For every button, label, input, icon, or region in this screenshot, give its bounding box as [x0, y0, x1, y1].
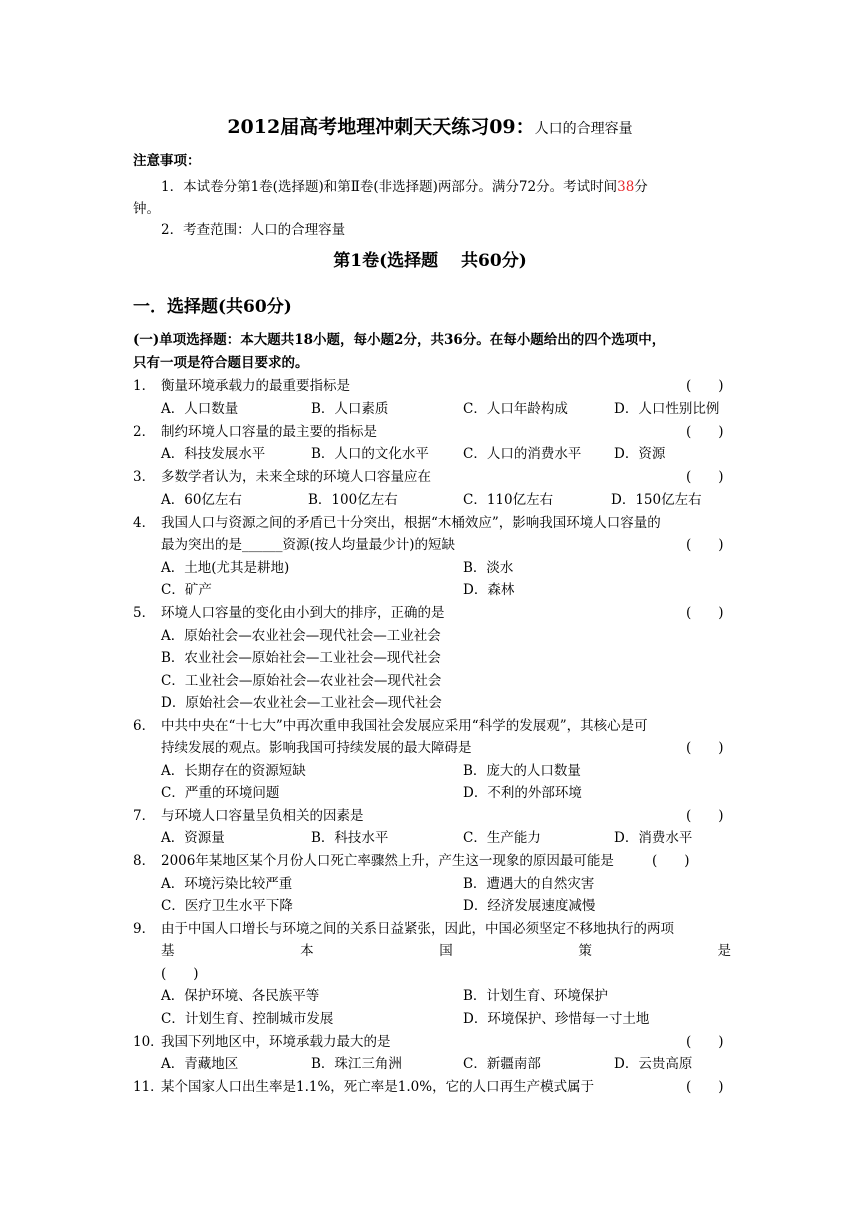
q7-answer-slot: ( ): [686, 808, 724, 824]
notice-item-2: 2．考查范围：人口的合理容量: [161, 222, 346, 238]
q5-option-c: C．工业社会—原始社会—农业社会—现代社会: [161, 673, 442, 689]
q1-option-d: D．人口性别比例: [614, 401, 720, 417]
q6-answer-slot: ( ): [686, 740, 724, 756]
q8-option-c: C．医疗卫生水平下降: [161, 898, 293, 914]
title-main: 2012届高考地理冲刺天天练习09：: [227, 116, 535, 138]
q1-option-a: A．人口数量: [161, 401, 239, 417]
q10-answer-slot: ( ): [686, 1034, 724, 1050]
q9-word: 策: [578, 943, 592, 959]
notice-item-1-text: 1．本试卷分第1卷(选择题)和第Ⅱ卷(非选择题)两部分。满分72分。考试时间: [161, 179, 618, 195]
q4-option-a: A．土地(尤其是耕地): [161, 560, 290, 576]
q9-stem-line-2: [161, 940, 731, 962]
q7-option-d: D．消费水平: [614, 830, 693, 846]
q8-option-b: B．遭遇大的自然灾害: [463, 876, 595, 892]
q9-word: 基: [161, 943, 175, 959]
q9-option-d: D．环境保护、珍惜每一寸土地: [463, 1011, 650, 1027]
part-heading: 一．选择题(共60分): [133, 297, 292, 317]
q7-stem: 与环境人口容量呈负相关的因素是: [161, 808, 364, 824]
section-intro-line-2: 只有一项是符合题目要求的。: [133, 355, 309, 371]
q1-answer-slot: ( ): [686, 378, 724, 394]
q9-option-c: C．计划生育、控制城市发展: [161, 1011, 334, 1027]
q3-answer-slot: ( ): [686, 469, 724, 485]
q5-option-d: D．原始社会—农业社会—工业社会—现代社会: [161, 695, 442, 711]
q11-number: 11．: [133, 1079, 164, 1095]
q8-stem: 2006年某地区某个月份人口死亡率骤然上升，产生这一现象的原因最可能是: [161, 853, 614, 869]
notice-item-1-unit: 分: [634, 179, 648, 195]
q6-stem-line-1: 中共中央在“十七大”中再次重申我国社会发展应采用“科学的发展观”，其核心是可: [161, 718, 648, 734]
q3-option-a: A．60亿左右: [161, 492, 242, 508]
q2-option-b: B．人口的文化水平: [311, 446, 429, 462]
q5-answer-slot: ( ): [686, 605, 724, 621]
q3-option-d: D．150亿左右: [611, 492, 702, 508]
q6-option-c: C．严重的环境问题: [161, 785, 280, 801]
volume-heading: 第1卷(选择题 共60分): [333, 251, 527, 271]
q5-option-b: B．农业社会—原始社会—工业社会—现代社会: [161, 650, 441, 666]
q1-option-b: B．人口素质: [311, 401, 389, 417]
q11-answer-slot: ( ): [686, 1079, 724, 1095]
q1-option-c: C．人口年龄构成: [463, 401, 568, 417]
q7-option-a: A．资源量: [161, 830, 225, 846]
q10-option-c: C．新疆南部: [463, 1056, 541, 1072]
page-title: [0, 112, 860, 144]
notice-item-1-cont: 钟。: [133, 201, 160, 217]
q8-option-a: A．环境污染比较严重: [161, 876, 293, 892]
notice-item-1: [161, 176, 648, 198]
q4-stem-line-2: 最为突出的是______资源(按人均量最少计)的短缺: [161, 537, 456, 553]
q9-number: 9．: [133, 921, 156, 937]
q2-answer-slot: ( ): [686, 424, 724, 440]
q6-number: 6．: [133, 718, 156, 734]
q4-answer-slot: ( ): [686, 537, 724, 553]
q7-option-b: B．科技水平: [311, 830, 389, 846]
section-intro-line-1: (一)单项选择题：本大题共18小题，每小题2分，共36分。在每小题给出的四个选项中，: [133, 332, 666, 348]
q2-option-c: C．人口的消费水平: [463, 446, 582, 462]
q4-option-c: C．矿产: [161, 582, 212, 598]
q10-stem: 我国下列地区中，环境承载力最大的是: [161, 1034, 391, 1050]
q4-stem-line-1: 我国人口与资源之间的矛盾已十分突出，根据“木桶效应”，影响我国环境人口容量的: [161, 515, 661, 531]
q6-option-b: B．庞大的人口数量: [463, 763, 581, 779]
q7-number: 7．: [133, 808, 156, 824]
q8-option-d: D．经济发展速度减慢: [463, 898, 596, 914]
q1-stem: 衡量环境承载力的最重要指标是: [161, 378, 350, 394]
q3-number: 3．: [133, 469, 156, 485]
q11-stem: 某个国家人口出生率是1.1%，死亡率是1.0%，它的人口再生产模式属于: [161, 1079, 595, 1095]
q4-number: 4．: [133, 515, 156, 531]
q5-number: 5．: [133, 605, 156, 621]
exam-duration: 38: [617, 179, 635, 195]
q9-option-b: B．计划生育、环境保护: [463, 988, 608, 1004]
q6-option-d: D．不利的外部环境: [463, 785, 582, 801]
q5-stem: 环境人口容量的变化由小到大的排序，正确的是: [161, 605, 445, 621]
q9-word: 国: [439, 943, 453, 959]
q9-option-a: A．保护环境、各民族平等: [161, 988, 320, 1004]
q8-number: 8．: [133, 853, 156, 869]
q2-option-a: A．科技发展水平: [161, 446, 266, 462]
q6-stem-line-2: 持续发展的观点。影响我国可持续发展的最大障碍是: [161, 740, 472, 756]
q2-stem: 制约环境人口容量的最主要的指标是: [161, 424, 377, 440]
q4-option-d: D．森林: [463, 582, 515, 598]
q3-option-c: C．110亿左右: [463, 492, 554, 508]
q4-option-b: B．淡水: [463, 560, 514, 576]
q1-number: 1．: [133, 378, 156, 394]
q2-number: 2．: [133, 424, 156, 440]
q9-word: 本: [300, 943, 314, 959]
q7-option-c: C．生产能力: [463, 830, 541, 846]
q5-option-a: A．原始社会—农业社会—现代社会—工业社会: [161, 628, 441, 644]
q10-option-d: D．云贵高原: [614, 1056, 693, 1072]
q3-stem: 多数学者认为，未来全球的环境人口容量应在: [161, 469, 431, 485]
q9-answer-slot: ( ): [161, 966, 199, 982]
q9-stem-line-1: 由于中国人口增长与环境之间的关系日益紧张，因此，中国必须坚定不移地执行的两项: [161, 921, 674, 937]
q6-option-a: A．长期存在的资源短缺: [161, 763, 306, 779]
q3-option-b: B．100亿左右: [308, 492, 398, 508]
notice-heading: 注意事项：: [133, 153, 201, 169]
title-subtitle: 人口的合理容量: [534, 121, 633, 137]
q10-option-b: B．珠江三角洲: [311, 1056, 402, 1072]
q10-option-a: A．青藏地区: [161, 1056, 239, 1072]
q10-number: 10．: [133, 1034, 164, 1050]
q8-answer-slot: ( ): [652, 853, 690, 869]
q9-word: 是: [717, 943, 731, 959]
q2-option-d: D．资源: [614, 446, 666, 462]
